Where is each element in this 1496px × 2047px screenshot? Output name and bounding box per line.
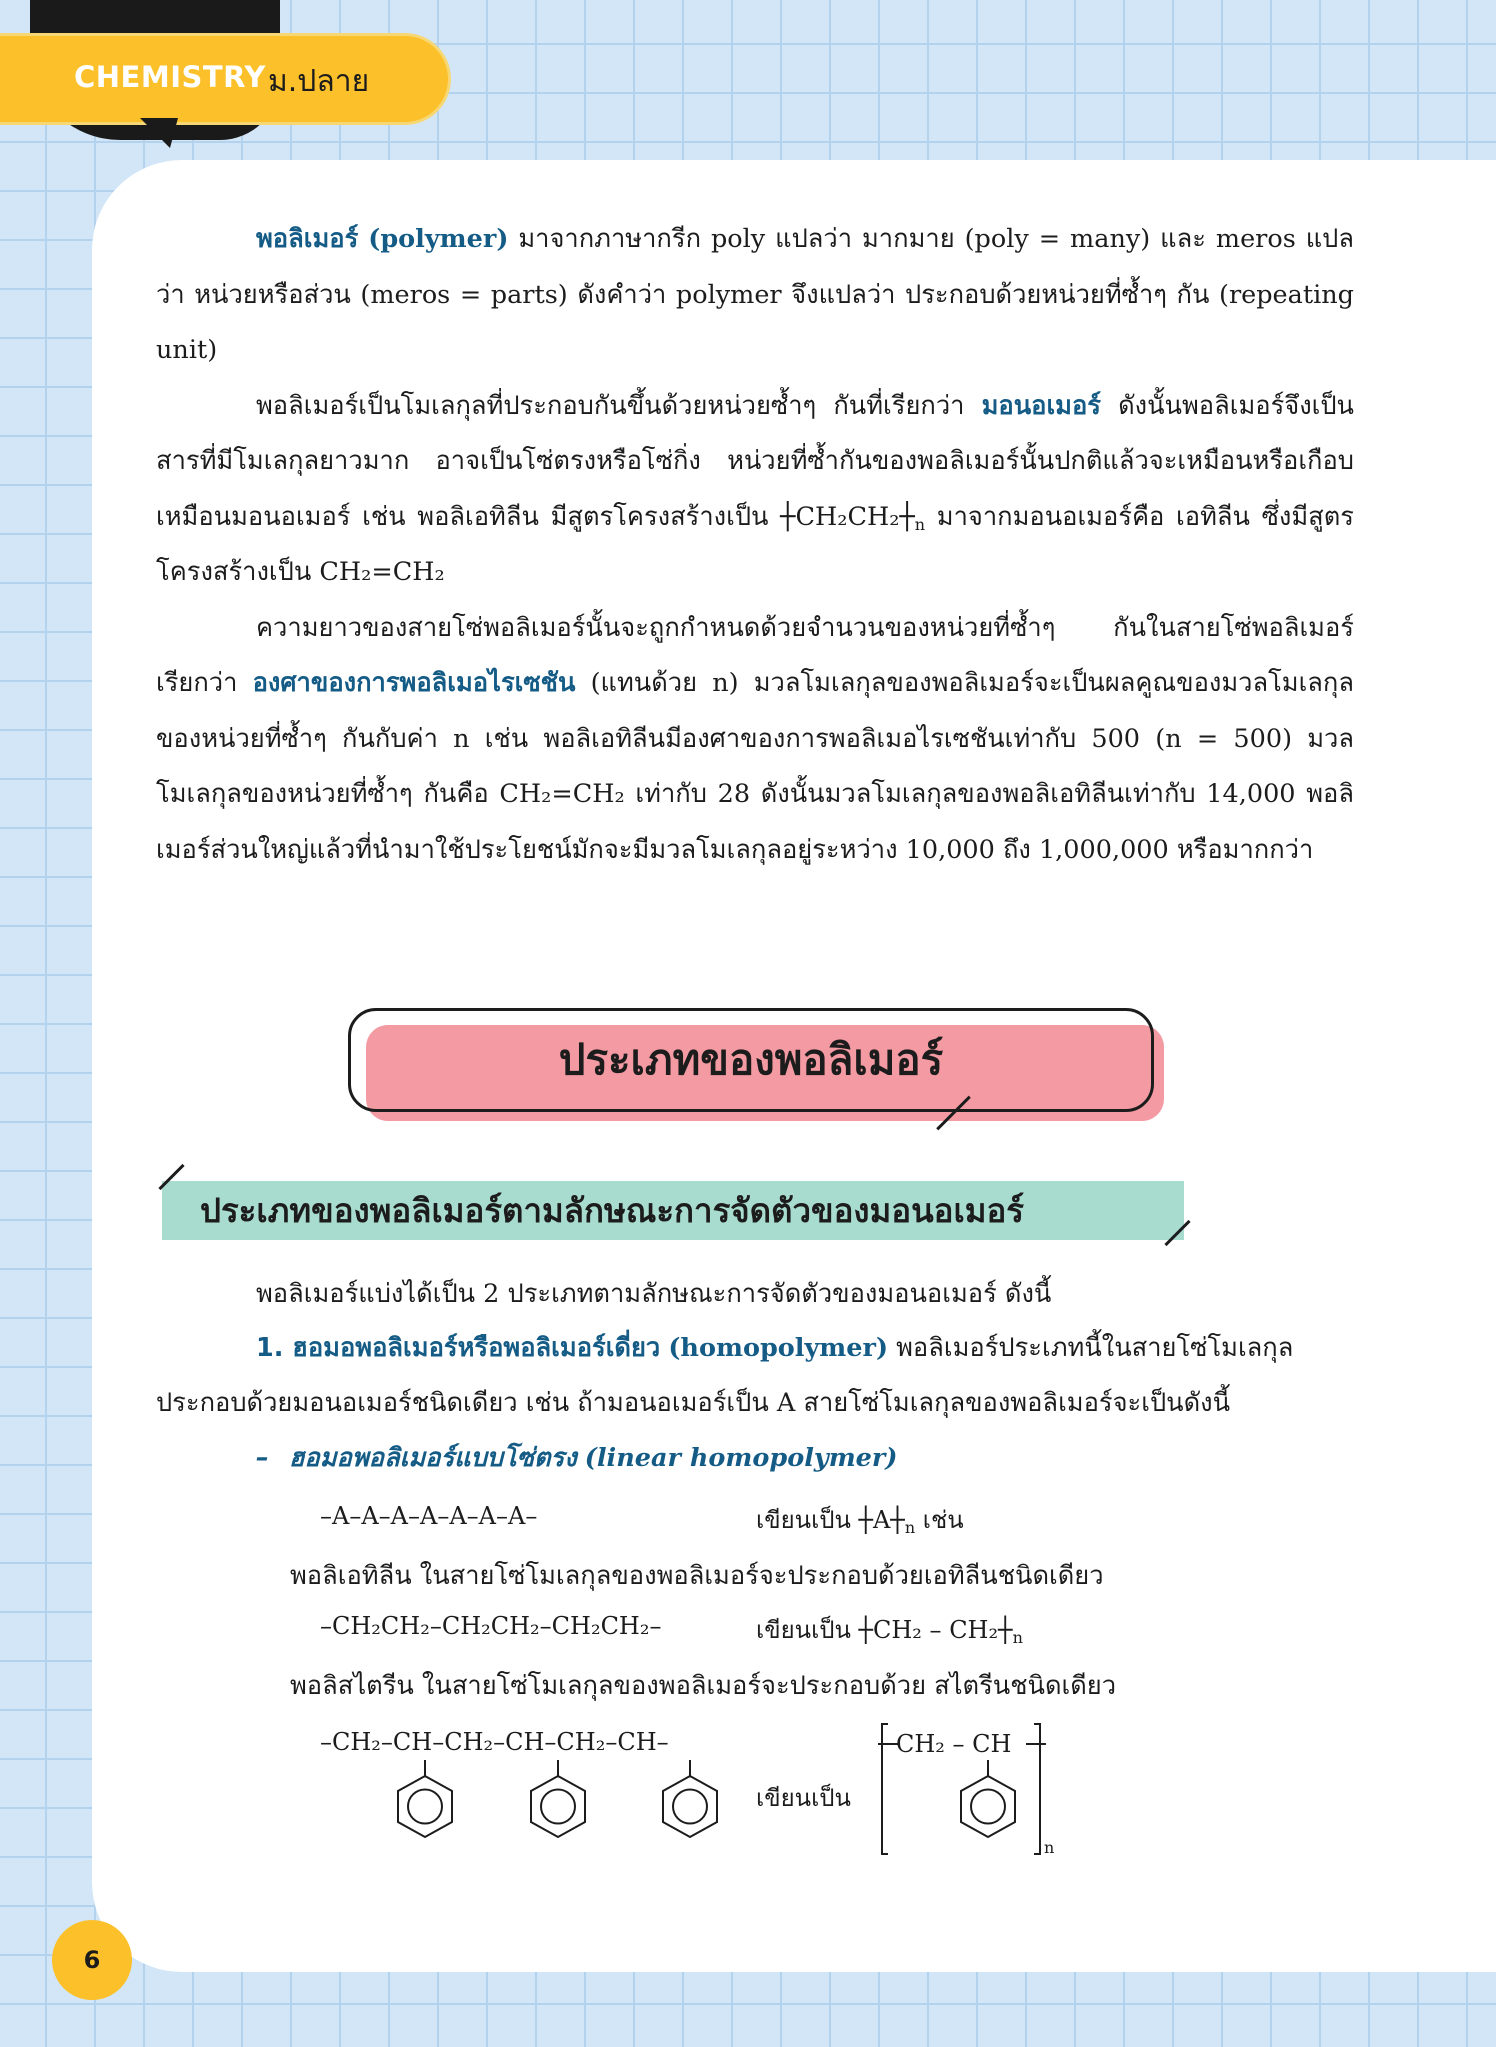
intro-p2-text-a: พอลิเมอร์เป็นโมเลกุลที่ประกอบกันขึ้นด้วยหน่วยซ้ำๆ กันที่เรียกว่า [256,390,982,421]
subtype-title: ฮอมอพอลิเมอร์แบบโซ่ตรง [288,1443,577,1473]
type1-title: 1. ฮอมอพอลิเมอร์หรือพอลิเมอร์เดี่ยว [256,1333,661,1363]
subtype-line [256,1438,897,1478]
term-degree-of-polymerization: องศาของการพอลิเมอไรเซชัน [252,668,576,698]
polyethylene-line: พอลิเอทิลีน ในสายโซ่โมเลกุลของพอลิเมอร์จะประกอบด้วยเอทิลีนชนิดเดียว [290,1561,1104,1591]
intro-paragraph-1 [156,212,1354,379]
intro-p2-text-c: มาจากมอนอเมอร์คือ เอทิลีน ซึ่งมีสูตรโครงสร้างเป็น [156,501,1354,587]
repeat-bracket-left: ┼ [780,501,796,532]
benzene-rings [380,1760,780,1860]
term-polymer-en: (polymer) [368,224,509,254]
polystyrene-written-as: เขียนเป็น [756,1784,851,1812]
repeat-n: n [914,514,926,534]
level-label: ม.ปลาย [268,64,370,99]
ethylene-formula: CH₂=CH₂ [319,557,445,587]
polyethylene-formula: CH₂CH₂ [795,501,900,532]
bubble-tail [140,118,180,152]
repeat-bracket-left: ┼ [858,1616,874,1644]
benzene-ring-icon [531,1760,585,1837]
repeat-unit-a: A [873,1506,891,1534]
intro-text [156,212,1354,878]
polyethylene-notation [756,1610,1023,1649]
type1-text: พอลิเมอร์ประเภทนี้ในสายโซ่โมเลกุล [888,1333,1294,1363]
repeat-n: n [1012,1628,1023,1647]
benzene-ring-icon [961,1760,1015,1837]
chain-a: –A–A–A–A–A–A–A– [320,1502,538,1530]
polyethylene-repeat: CH₂ – CH₂ [873,1616,999,1644]
type1-en: (homopolymer) [668,1333,889,1363]
intro-p3-text-b: (แทนด้วย n) มวลโมเลกุลของพอลิเมอร์จะเป็นผลคูณของมวลโมเลกุลของหน่วยที่ซ้ำๆ กันกับค่า n เช่น พอลิเอทิลีนมีองศาของการพอลิเมอไรเซชันเท่ากับ 500 (n = 500) มวลโมเลกุลของหน่วยที่ซ้ำๆ กันคือ CH₂=CH₂ เท่ากับ 28 ดังนั้นมวลโมเลกุลของพอลิเอทิลีนเท่ากับ 14,000 พอลิเมอร์ส่วนใหญ่แล้วที่นำมาใช้ประโยชน์มักจะมีมวลโมเลกุลอยู่ระหว่าง 10,000 ถึง 1,000,000 หรือมากกว่า [156,668,1354,865]
intro-p2-text-b: ดังนั้นพอลิเมอร์จึงเป็นสารที่มีโมเลกุลยาวมาก อาจเป็นโซ่ตรงหรือโซ่กิ่ง หน่วยที่ซ้ำกันของพอลิเมอร์นั้นปกติแล้วจะเหมือนหรือเกือบเหมือนมอนอเมอร์ เช่น พอลิเอทิลีน มีสูตรโครงสร้างเป็น [156,390,1354,532]
repeat-bracket-right: ┼ [998,1616,1013,1644]
types-intro-line: พอลิเมอร์แบ่งได้เป็น 2 ประเภทตามลักษณะการจัดตัวของมอนอเมอร์ ดังนี้ [256,1279,1052,1309]
subtype-dash: – [256,1443,269,1473]
repeat-n: n [904,1518,916,1537]
subject-label: CHEMISTRY [74,60,266,94]
intro-p3-text-a: ความยาวของสายโซ่พอลิเมอร์นั้นจะถูกกำหนดด้วยจำนวนของหน่วยที่ซ้ำๆ กันในสายโซ่พอลิเมอร์ เรียกว่า [156,612,1354,698]
repeat-bracket-left: ┼ [858,1506,874,1534]
chain-a-notation [756,1500,964,1539]
term-polymer: พอลิเมอร์ [256,224,359,254]
written-as-label: เขียนเป็น [756,1616,851,1644]
written-as-label: เขียนเป็น [756,1506,851,1534]
example-label: เช่น [922,1506,964,1534]
repeat-bracket-right: ┼ [899,501,915,532]
intro-p1-text: มาจากภาษากรีก poly แปลว่า มากมาย (poly = many) และ meros แปลว่า หน่วยหรือส่วน (meros = parts) ดังคำว่า polymer จึงแปลว่า ประกอบด้วยหน่วยที่ซ้ำๆ กัน (repeating unit) [156,224,1354,365]
type1-line [256,1328,1293,1368]
benzene-ring-icon [663,1760,717,1837]
polyethylene-chain: –CH₂CH₂–CH₂CH₂–CH₂CH₂– [320,1612,662,1640]
repeat-bracket-right: ┼ [890,1506,905,1534]
section-title: ประเภทของพอลิเมอร์ [558,1035,944,1084]
subsection-title: ประเภทของพอลิเมอร์ตามลักษณะการจัดตัวของมอนอเมอร์ [200,1191,1025,1230]
polystyrene-chain: –CH₂–CH–CH₂–CH–CH₂–CH– [320,1728,669,1756]
term-monomer: มอนอเมอร์ [981,390,1101,421]
page-number: 6 [52,1920,132,2000]
type1-continuation: ประกอบด้วยมอนอเมอร์ชนิดเดียว เช่น ถ้ามอนอเมอร์เป็น A สายโซ่โมเลกุลของพอลิเมอร์จะเป็นดังนี้ [156,1388,1231,1418]
intro-paragraph-3 [156,601,1354,879]
polystyrene-n: n [1044,1838,1055,1857]
intro-paragraph-2 [156,379,1354,601]
polystyrene-line: พอลิสไตรีน ในสายโซ่โมเลกุลของพอลิเมอร์จะประกอบด้วย สไตรีนชนิดเดียว [290,1671,1117,1701]
benzene-ring-icon [398,1760,452,1837]
subtype-en: (linear homopolymer) [584,1443,898,1473]
polystyrene-repeat: CH₂ – CH [896,1730,1012,1758]
